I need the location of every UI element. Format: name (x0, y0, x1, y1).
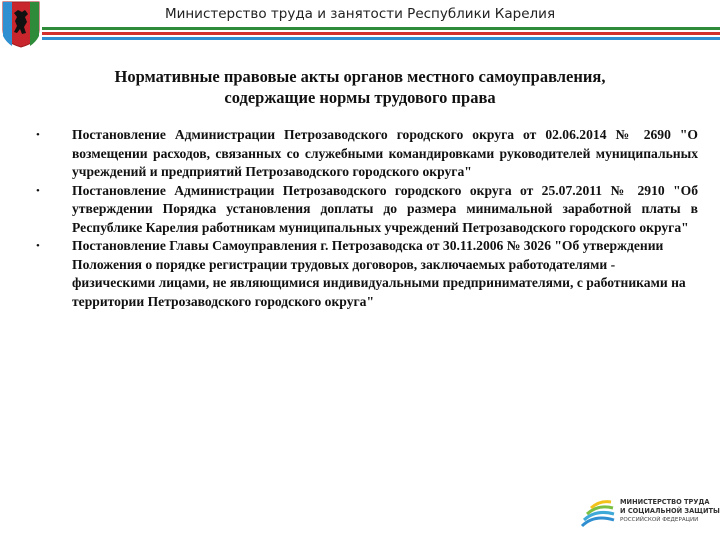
bullet-icon: • (36, 240, 40, 252)
bullet-icon: • (36, 129, 40, 141)
list-item (36, 126, 698, 182)
slide-title-line1: Нормативные правовые акты органов местного самоуправления, (114, 67, 606, 86)
header-stripes (42, 27, 720, 42)
list-item (36, 182, 698, 238)
logo-text (620, 498, 720, 525)
header-title: Министерство труда и занятости Республики Карелия (164, 6, 556, 22)
slide-title (40, 66, 680, 108)
acts-list (36, 126, 698, 311)
stripe-green (42, 27, 720, 30)
list-item (36, 237, 698, 311)
logo-line3: РОССИЙСКОЙ ФЕДЕРАЦИИ (620, 517, 699, 523)
list-item-text: Постановление Администрации Петрозаводского городского округа от 25.07.2011 № 2910 "Об утверждении Порядка установления доплаты до размера минимальной заработной платы в Республике Карелия работникам муниципальных учреждений Петрозаводского городского округа" (72, 182, 698, 235)
bullet-icon: • (36, 184, 40, 197)
ministry-logo-icon (578, 496, 618, 536)
stripe-blue (42, 37, 720, 40)
ministry-logo (578, 494, 720, 540)
list-item-text: Постановление Администрации Петрозаводского городского округа от 02.06.2014 № 2690 "О возмещении расходов, связанных со служебными командировками руководителей муниципальных учреждений и предприятий Петрозаводского городского округа" (72, 127, 698, 179)
slide-title-line2: содержащие нормы трудового права (224, 88, 496, 107)
logo-line2: И СОЦИАЛЬНОЙ ЗАЩИТЫ (620, 507, 720, 515)
stripe-red (42, 32, 720, 35)
logo-line1: МИНИСТЕРСТВО ТРУДА (620, 498, 710, 506)
list-item-text: Постановление Главы Самоуправления г. Петрозаводска от 30.11.2006 № 3026 "Об утверждении Положения о порядке регистрации трудовых договоров, заключаемых работодателями - физическими лицами, не являющимися индивидуальными предпринимателями, с работниками на территории Петрозаводского городского округа" (72, 238, 686, 309)
